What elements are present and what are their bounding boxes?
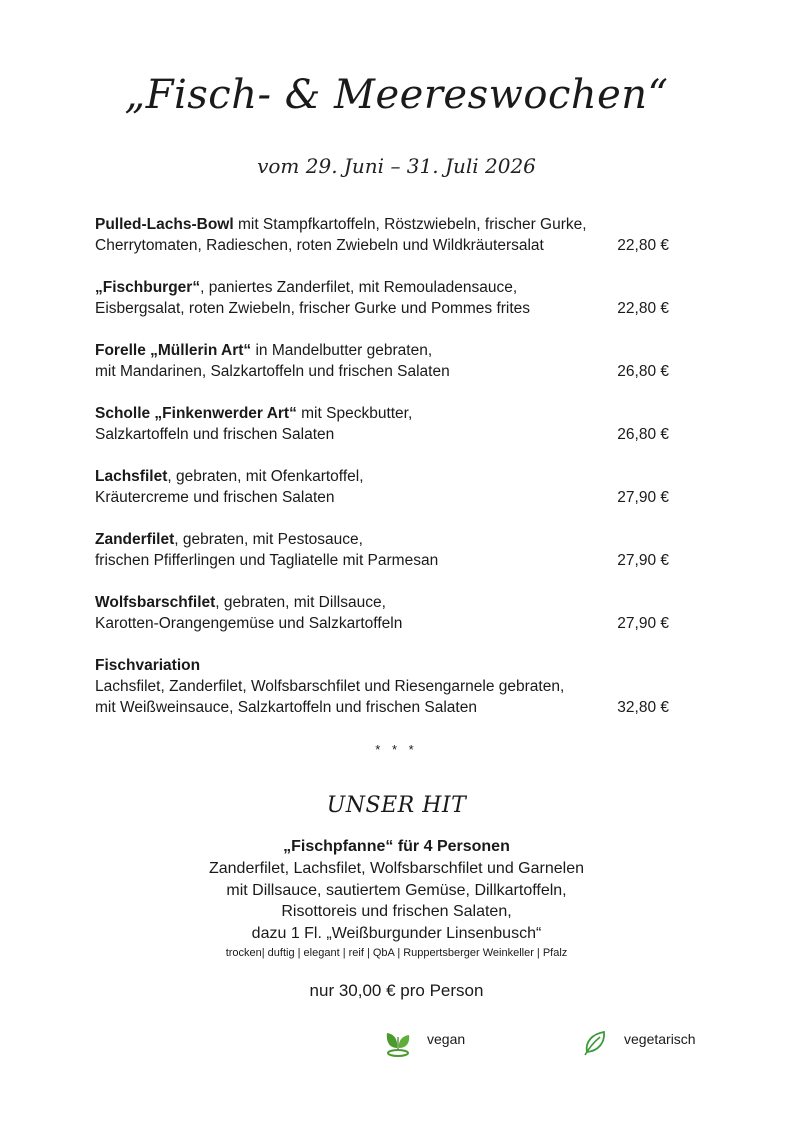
dish-description: , gebraten, mit Ofenkartoffel, [167, 468, 364, 485]
dish-price: 27,90 € [617, 615, 669, 632]
dish-price: 26,80 € [617, 363, 669, 380]
menu-item [95, 214, 675, 256]
dish-price: 22,80 € [617, 237, 669, 254]
dish-price: 22,80 € [617, 300, 669, 317]
dish-name: Wolfsbarschfilet [95, 594, 216, 611]
dish-name: „Fischburger“ [95, 279, 201, 296]
dish-price: 27,90 € [617, 489, 669, 506]
legend-vegan-label: vegan [427, 1031, 466, 1047]
dish-description: Lachsfilet, Zanderfilet, Wolfsbarschfilet und Riesengarnele gebraten, [95, 678, 565, 695]
dish-description: in Mandelbutter gebraten, [251, 342, 433, 359]
dish-description: Kräutercreme und frischen Salaten [95, 489, 335, 506]
leaf-outline-icon [580, 1028, 610, 1058]
dish-name: Scholle „Finkenwerder Art“ [95, 405, 297, 422]
page-title: „Fisch- & Meereswochen“ [124, 72, 669, 118]
legend-vegetarian-label: vegetarisch [624, 1031, 696, 1047]
legend-vegan [383, 1028, 465, 1058]
menu-list [95, 214, 675, 739]
date-range: vom 29. Juni – 31. Juli 2026 [257, 154, 536, 178]
menu-item [95, 277, 675, 319]
menu-item [95, 466, 675, 508]
hit-price: nur 30,00 € pro Person [309, 981, 484, 1000]
dish-name: Lachsfilet [95, 468, 168, 485]
wine-details: trocken| duftig | elegant | reif | QbA | Ruppertsberger Weinkeller | Pfalz [225, 947, 568, 959]
dish-description: frischen Pfifferlingen und Tagliatelle mit Parmesan [95, 552, 439, 569]
dish-name: Fischvariation [95, 657, 201, 674]
menu-item [95, 529, 675, 571]
dish-description: Salzkartoffeln und frischen Salaten [95, 426, 335, 443]
menu-item [95, 403, 675, 445]
hit-dish-name: „Fischpfanne“ für 4 Personen [283, 838, 510, 855]
dish-description: mit Stampfkartoffeln, Röstzwiebeln, frischer Gurke, [233, 216, 587, 233]
dish-name: Pulled-Lachs-Bowl [95, 216, 234, 233]
vegan-leaves-icon [383, 1028, 413, 1058]
dish-description: , paniertes Zanderfilet, mit Remouladensauce, [200, 279, 518, 296]
dish-description: mit Weißweinsauce, Salzkartoffeln und frischen Salaten [95, 699, 477, 716]
menu-item [95, 340, 675, 382]
menu-item [95, 592, 675, 634]
dish-price: 27,90 € [617, 552, 669, 569]
hit-description-line: dazu 1 Fl. „Weißburgunder Linsenbusch“ [251, 924, 542, 942]
dish-price: 32,80 € [617, 699, 669, 716]
legend-vegetarian [580, 1028, 696, 1058]
dish-description: Eisbergsalat, roten Zwiebeln, frischer Gurke und Pommes frites [95, 300, 531, 317]
menu-item-variation [95, 655, 675, 718]
dish-description: mit Mandarinen, Salzkartoffeln und frischen Salaten [95, 363, 450, 380]
hit-section [0, 836, 793, 1002]
section-separator: * * * [375, 742, 418, 757]
dish-name: Zanderfilet [95, 531, 175, 548]
dish-description: , gebraten, mit Pestosauce, [174, 531, 363, 548]
dish-description: Karotten-Orangengemüse und Salzkartoffeln [95, 615, 403, 632]
dish-description: Cherrytomaten, Radieschen, roten Zwiebeln und Wildkräutersalat [95, 237, 544, 254]
dish-price: 26,80 € [617, 426, 669, 443]
hit-section-title: UNSER HIT [326, 793, 467, 818]
hit-description-line: Zanderfilet, Lachsfilet, Wolfsbarschfilet und Garnelen [208, 860, 584, 877]
dish-name: Forelle „Müllerin Art“ [95, 342, 252, 359]
hit-description-line: mit Dillsauce, sautiertem Gemüse, Dillkartoffeln, [226, 881, 567, 899]
hit-description-line: Risottoreis und frischen Salaten, [281, 903, 512, 920]
dish-description: , gebraten, mit Dillsauce, [215, 594, 386, 611]
dish-description: mit Speckbutter, [296, 405, 413, 422]
